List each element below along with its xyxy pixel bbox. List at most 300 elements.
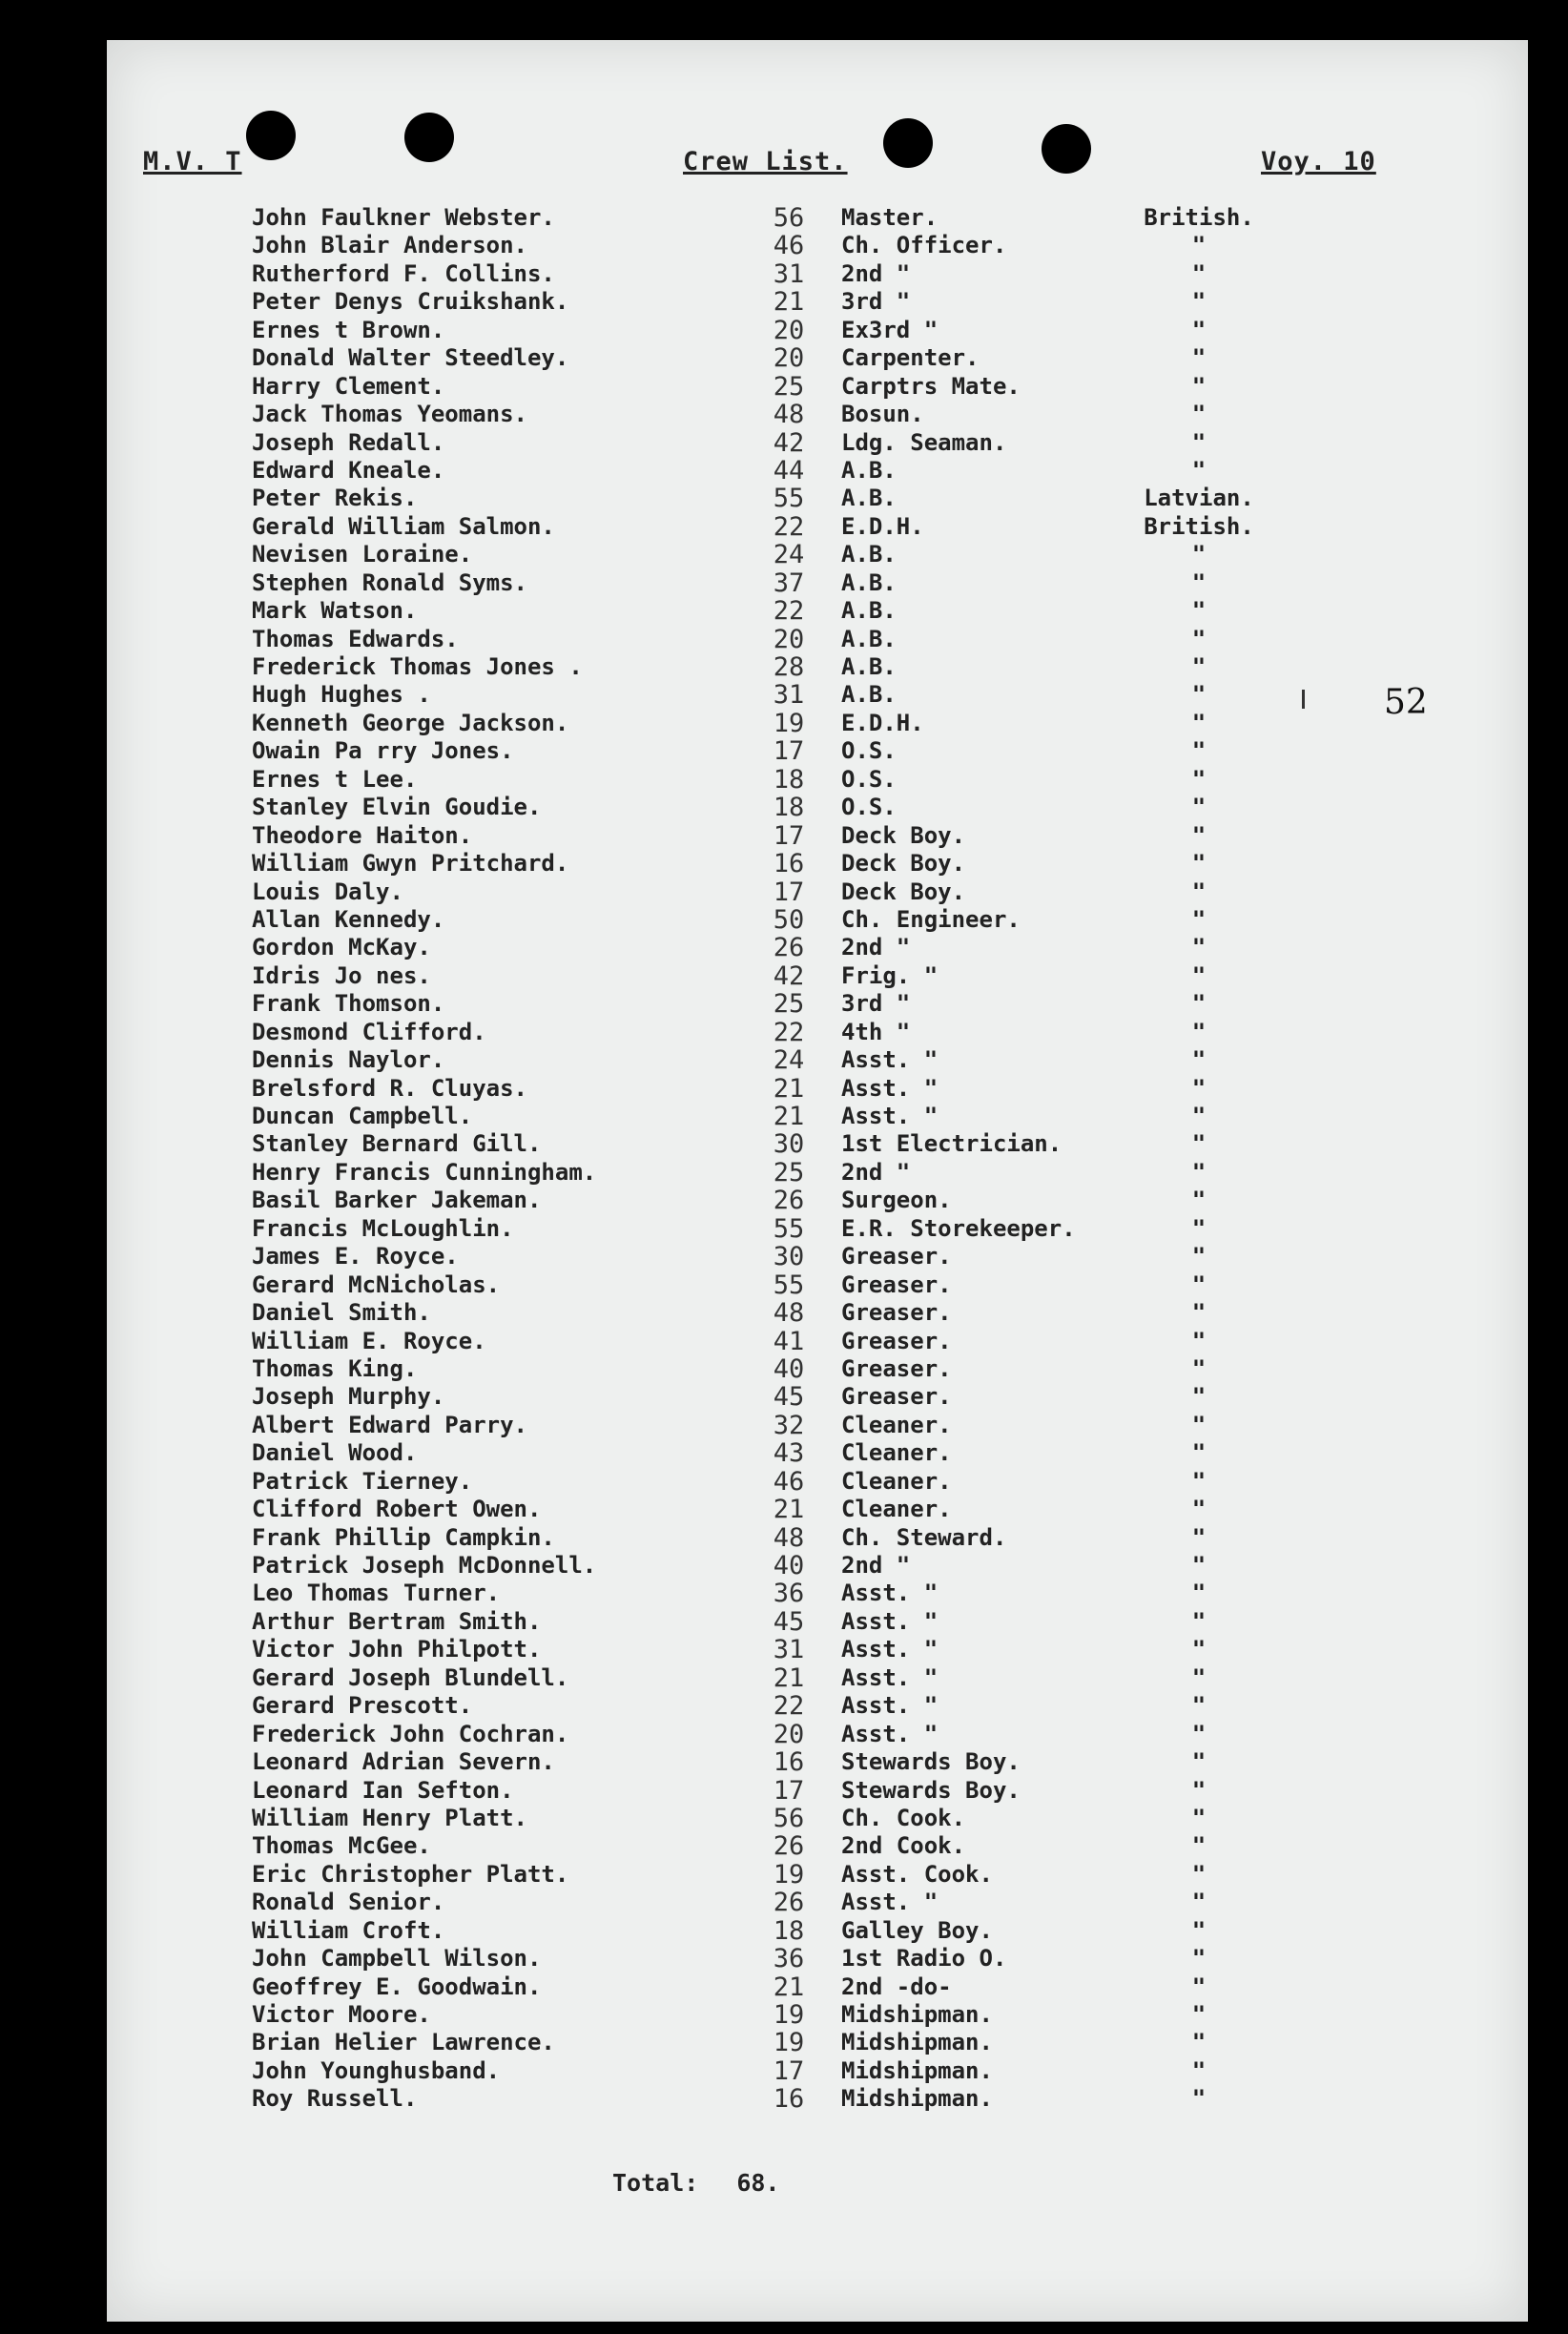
crew-row xyxy=(107,1973,1528,2001)
crew-rank: Cleaner. xyxy=(841,1439,952,1467)
crew-row xyxy=(107,1299,1528,1327)
crew-rank: Asst. " xyxy=(841,1692,939,1720)
crew-rank: Asst. " xyxy=(841,1663,939,1691)
crew-row xyxy=(107,1271,1528,1299)
crew-age: 20 xyxy=(773,343,805,374)
crew-nationality: " xyxy=(1191,737,1207,765)
crew-nationality: " xyxy=(1191,961,1207,989)
crew-row xyxy=(107,204,1528,232)
crew-rank: Deck Boy. xyxy=(841,850,966,878)
crew-row xyxy=(107,962,1528,990)
crew-rank: Ch. Engineer. xyxy=(841,905,1021,933)
crew-age: 22 xyxy=(773,511,805,542)
crew-name: Gerard Prescott. xyxy=(252,1692,473,1720)
crew-nationality: " xyxy=(1191,2085,1207,2113)
crew-rank: Surgeon. xyxy=(841,1187,952,1214)
crew-rank: A.B. xyxy=(841,653,897,680)
crew-nationality: " xyxy=(1191,1243,1207,1270)
page-number: 52 xyxy=(1384,683,1428,722)
crew-nationality: " xyxy=(1191,2029,1207,2056)
crew-name: Frank Thomson. xyxy=(252,990,445,1018)
crew-age: 18 xyxy=(773,764,805,795)
crew-age: 26 xyxy=(773,1186,805,1216)
crew-age: 55 xyxy=(773,1213,805,1244)
crew-rank: A.B. xyxy=(841,568,897,596)
crew-rank: A.B. xyxy=(841,681,897,709)
vessel-heading: M.V. T xyxy=(143,147,242,176)
crew-age: 55 xyxy=(773,484,805,514)
crew-rank: Cleaner. xyxy=(841,1467,952,1495)
crew-age: 17 xyxy=(773,736,805,767)
crew-row xyxy=(107,541,1528,568)
crew-name: Brelsford R. Cluyas. xyxy=(252,1074,527,1102)
crew-age: 45 xyxy=(773,1382,805,1413)
crew-nationality: " xyxy=(1191,1327,1207,1354)
crew-row xyxy=(107,1636,1528,1663)
crew-age: 21 xyxy=(773,1102,805,1131)
total-value: 68. xyxy=(736,2169,780,2197)
crew-nationality: " xyxy=(1191,1018,1207,1045)
crew-nationality: " xyxy=(1191,1496,1207,1523)
crew-list-page xyxy=(107,40,1528,2322)
crew-nationality: " xyxy=(1191,1580,1207,1607)
voyage-heading: Voy. 10 xyxy=(1261,147,1376,176)
crew-name: Jack Thomas Yeomans. xyxy=(252,401,527,428)
crew-rank: Asst. " xyxy=(841,1074,939,1102)
crew-name: Ernes t Lee. xyxy=(252,765,418,793)
crew-name: Clifford Robert Owen. xyxy=(252,1496,542,1523)
crew-name: Owain Pa rry Jones. xyxy=(252,737,514,765)
crew-row xyxy=(107,1832,1528,1860)
crew-age: 25 xyxy=(773,371,805,402)
crew-nationality: " xyxy=(1191,1158,1207,1186)
crew-nationality: " xyxy=(1191,316,1207,343)
crew-row xyxy=(107,485,1528,512)
crew-name: Joseph Redall. xyxy=(252,428,445,456)
crew-age: 42 xyxy=(773,960,805,991)
crew-nationality: " xyxy=(1191,541,1207,568)
crew-row xyxy=(107,1075,1528,1103)
crew-age: 56 xyxy=(773,1803,805,1833)
crew-nationality: " xyxy=(1191,1860,1207,1888)
crew-nationality: " xyxy=(1191,372,1207,400)
crew-nationality: " xyxy=(1191,1692,1207,1720)
crew-rank: Greaser. xyxy=(841,1270,952,1298)
punch-hole-1 xyxy=(246,111,296,160)
crew-row xyxy=(107,1159,1528,1187)
crew-rank: Midshipman. xyxy=(841,2029,993,2056)
crew-rank: Frig. " xyxy=(841,961,939,989)
crew-nationality: " xyxy=(1191,2056,1207,2084)
crew-rank: Cleaner. xyxy=(841,1496,952,1523)
crew-nationality: " xyxy=(1191,878,1207,905)
crew-name: Frederick John Cochran. xyxy=(252,1720,569,1747)
crew-age: 43 xyxy=(773,1438,805,1469)
crew-age: 18 xyxy=(773,793,805,823)
crew-row xyxy=(107,710,1528,737)
crew-rank: Greaser. xyxy=(841,1243,952,1270)
crew-row xyxy=(107,1748,1528,1776)
crew-nationality: " xyxy=(1191,905,1207,933)
crew-rank: Ch. Steward. xyxy=(841,1523,1007,1551)
crew-age: 19 xyxy=(773,708,805,738)
crew-name: Albert Edward Parry. xyxy=(252,1411,527,1438)
crew-row xyxy=(107,1917,1528,1945)
crew-nationality: " xyxy=(1191,1411,1207,1438)
crew-row xyxy=(107,1945,1528,1973)
crew-age: 48 xyxy=(773,1298,805,1329)
crew-row xyxy=(107,766,1528,794)
crew-nationality: " xyxy=(1191,1074,1207,1102)
crew-row xyxy=(107,401,1528,428)
crew-row xyxy=(107,317,1528,344)
crew-nationality: " xyxy=(1191,1804,1207,1831)
crew-row xyxy=(107,1889,1528,1916)
crew-age: 19 xyxy=(773,1859,805,1890)
crew-rank: 3rd " xyxy=(841,990,911,1018)
crew-row xyxy=(107,288,1528,316)
crew-row xyxy=(107,232,1528,259)
crew-nationality: " xyxy=(1191,2001,1207,2028)
crew-age: 21 xyxy=(773,1495,805,1525)
crew-name: Stanley Bernard Gill. xyxy=(252,1130,542,1158)
crew-nationality: " xyxy=(1191,232,1207,259)
crew-rank: 2nd Cook. xyxy=(841,1832,966,1860)
crew-name: John Campbell Wilson. xyxy=(252,1945,542,1973)
crew-row xyxy=(107,1664,1528,1692)
crew-name: Idris Jo nes. xyxy=(252,961,431,989)
crew-name: Allan Kennedy. xyxy=(252,905,445,933)
crew-row xyxy=(107,569,1528,597)
crew-nationality: British. xyxy=(1144,512,1254,540)
crew-name: John Faulkner Webster. xyxy=(252,204,555,231)
crew-rank: 2nd " xyxy=(841,934,911,961)
crew-rank: 2nd -do- xyxy=(841,1973,952,2000)
crew-rank: Cleaner. xyxy=(841,1411,952,1438)
crew-rank: Asst. " xyxy=(841,1720,939,1747)
crew-rank: 2nd " xyxy=(841,1158,911,1186)
crew-nationality: " xyxy=(1191,1552,1207,1579)
crew-age: 22 xyxy=(773,1691,805,1722)
crew-nationality: " xyxy=(1191,597,1207,625)
crew-nationality: Latvian. xyxy=(1144,485,1254,512)
crew-nationality: " xyxy=(1191,1439,1207,1467)
crew-nationality: " xyxy=(1191,1748,1207,1776)
crew-row xyxy=(107,1328,1528,1355)
crew-name: Victor John Philpott. xyxy=(252,1636,542,1663)
crew-age: 30 xyxy=(773,1242,805,1272)
crew-age: 18 xyxy=(773,1915,805,1946)
crew-rank: Asst. " xyxy=(841,1046,939,1074)
crew-age: 31 xyxy=(773,1635,805,1665)
crew-name: Theodore Haiton. xyxy=(252,821,473,849)
crew-age: 26 xyxy=(773,1888,805,1918)
crew-age: 21 xyxy=(773,1073,805,1104)
crew-row xyxy=(107,260,1528,288)
crew-age: 17 xyxy=(773,877,805,907)
crew-row xyxy=(107,1355,1528,1383)
crew-name: Peter Rekis. xyxy=(252,485,418,512)
crew-age: 48 xyxy=(773,1522,805,1553)
crew-rank: Bosun. xyxy=(841,401,924,428)
crew-rank: Carptrs Mate. xyxy=(841,372,1021,400)
crew-name: Leonard Adrian Severn. xyxy=(252,1748,555,1776)
crew-name: John Younghusband. xyxy=(252,2056,501,2084)
crew-age: 24 xyxy=(773,1045,805,1076)
crew-rank: Greaser. xyxy=(841,1299,952,1327)
crew-rank: O.S. xyxy=(841,794,897,821)
crew-row xyxy=(107,1383,1528,1411)
crew-name: Stephen Ronald Syms. xyxy=(252,568,527,596)
crew-row xyxy=(107,906,1528,934)
crew-name: Thomas King. xyxy=(252,1354,418,1382)
crew-age: 17 xyxy=(773,2055,805,2086)
crew-row xyxy=(107,1215,1528,1243)
crew-nationality: " xyxy=(1191,1663,1207,1691)
crew-row xyxy=(107,1103,1528,1130)
crew-age: 25 xyxy=(773,1157,805,1188)
crew-name: Geoffrey E. Goodwain. xyxy=(252,1973,542,2000)
crew-nationality: " xyxy=(1191,401,1207,428)
crew-rank: E.D.H. xyxy=(841,512,924,540)
crew-rank: 4th " xyxy=(841,1018,911,1045)
crew-rank: 2nd " xyxy=(841,259,911,287)
crew-name: Brian Helier Lawrence. xyxy=(252,2029,555,2056)
crew-age: 46 xyxy=(773,231,805,261)
crew-nationality: " xyxy=(1191,794,1207,821)
crew-age: 56 xyxy=(773,203,805,233)
crew-name: Peter Denys Cruikshank. xyxy=(252,288,569,316)
crew-row xyxy=(107,653,1528,681)
crew-row xyxy=(107,597,1528,625)
pencil-tick xyxy=(1302,690,1305,709)
crew-age: 16 xyxy=(773,2084,805,2115)
crew-nationality: " xyxy=(1191,1467,1207,1495)
crew-nationality: " xyxy=(1191,1832,1207,1860)
crew-name: Desmond Clifford. xyxy=(252,1018,486,1045)
crew-rank: Asst. " xyxy=(841,1103,939,1129)
crew-rank: Ex3rd " xyxy=(841,316,939,343)
crew-name: Henry Francis Cunningham. xyxy=(252,1158,597,1186)
crew-nationality: " xyxy=(1191,428,1207,456)
crew-name: William Henry Platt. xyxy=(252,1804,527,1831)
crew-rank: A.B. xyxy=(841,625,897,652)
crew-row xyxy=(107,1552,1528,1580)
crew-row xyxy=(107,990,1528,1018)
crew-nationality: " xyxy=(1191,344,1207,372)
crew-name: Frank Phillip Campkin. xyxy=(252,1523,555,1551)
crew-age: 40 xyxy=(773,1353,805,1384)
crew-nationality: " xyxy=(1191,709,1207,736)
crew-row xyxy=(107,429,1528,457)
crew-row xyxy=(107,1019,1528,1046)
crew-age: 36 xyxy=(773,1944,805,1974)
crew-rank: Deck Boy. xyxy=(841,821,966,849)
crew-rank: Midshipman. xyxy=(841,2001,993,2028)
crew-name: Joseph Murphy. xyxy=(252,1383,445,1411)
crew-row xyxy=(107,1861,1528,1889)
crew-age: 24 xyxy=(773,540,805,570)
crew-nationality: " xyxy=(1191,1270,1207,1298)
crew-age: 44 xyxy=(773,455,805,485)
crew-name: Patrick Tierney. xyxy=(252,1467,473,1495)
crew-name: Ernes t Brown. xyxy=(252,316,445,343)
crew-rank: Ch. Cook. xyxy=(841,1804,966,1831)
crew-name: Thomas McGee. xyxy=(252,1832,431,1860)
crew-row xyxy=(107,2029,1528,2056)
crew-name: William E. Royce. xyxy=(252,1327,486,1354)
crew-name: James E. Royce. xyxy=(252,1243,459,1270)
crew-name: Basil Barker Jakeman. xyxy=(252,1187,542,1214)
crew-rank: 3rd " xyxy=(841,288,911,316)
crew-row xyxy=(107,822,1528,850)
crew-rank: Greaser. xyxy=(841,1354,952,1382)
crew-age: 21 xyxy=(773,1972,805,2002)
crew-nationality: " xyxy=(1191,1523,1207,1551)
crew-name: William Gwyn Pritchard. xyxy=(252,850,569,878)
crew-row xyxy=(107,513,1528,541)
punch-hole-2 xyxy=(404,113,454,162)
crew-age: 17 xyxy=(773,1775,805,1806)
crew-rank: 1st Electrician. xyxy=(841,1130,1063,1158)
crew-age: 25 xyxy=(773,989,805,1020)
crew-rank: A.B. xyxy=(841,456,897,484)
crew-age: 36 xyxy=(773,1579,805,1609)
crew-name: Victor Moore. xyxy=(252,2001,431,2028)
crew-table xyxy=(107,204,1528,2114)
crew-age: 16 xyxy=(773,1747,805,1778)
crew-rank: Master. xyxy=(841,204,939,231)
crew-nationality: " xyxy=(1191,1973,1207,2000)
crew-nationality: British. xyxy=(1144,204,1254,231)
crew-age: 41 xyxy=(773,1326,805,1356)
crew-name: Gerard McNicholas. xyxy=(252,1270,501,1298)
crew-age: 40 xyxy=(773,1551,805,1580)
crew-row xyxy=(107,878,1528,906)
crew-age: 48 xyxy=(773,400,805,430)
crew-name: Harry Clement. xyxy=(252,372,445,400)
crew-age: 22 xyxy=(773,1017,805,1047)
crew-name: Arthur Bertram Smith. xyxy=(252,1607,542,1635)
crew-age: 31 xyxy=(773,680,805,711)
crew-nationality: " xyxy=(1191,990,1207,1018)
crew-rank: Deck Boy. xyxy=(841,878,966,905)
crew-nationality: " xyxy=(1191,1636,1207,1663)
crew-name: Daniel Wood. xyxy=(252,1439,418,1467)
crew-row xyxy=(107,2085,1528,2113)
crew-name: Hugh Hughes . xyxy=(252,681,431,709)
crew-rank: Ldg. Seaman. xyxy=(841,428,1007,456)
crew-nationality: " xyxy=(1191,1130,1207,1158)
crew-nationality: " xyxy=(1191,1945,1207,1973)
crew-row xyxy=(107,344,1528,372)
crew-row xyxy=(107,1580,1528,1607)
crew-name: Edward Kneale. xyxy=(252,456,445,484)
crew-nationality: " xyxy=(1191,653,1207,680)
crew-nationality: " xyxy=(1191,821,1207,849)
crew-name: Duncan Campbell. xyxy=(252,1103,473,1129)
crew-age: 20 xyxy=(773,315,805,345)
crew-nationality: " xyxy=(1191,934,1207,961)
crew-row xyxy=(107,626,1528,653)
crew-row xyxy=(107,1187,1528,1214)
crew-age: 37 xyxy=(773,568,805,598)
crew-row xyxy=(107,2057,1528,2085)
crew-age: 50 xyxy=(773,904,805,935)
crew-nationality: " xyxy=(1191,625,1207,652)
crew-age: 55 xyxy=(773,1270,805,1300)
crew-name: Gerard Joseph Blundell. xyxy=(252,1663,569,1691)
crew-name: Eric Christopher Platt. xyxy=(252,1860,569,1888)
crew-age: 26 xyxy=(773,1831,805,1862)
crew-name: Ronald Senior. xyxy=(252,1889,445,1916)
crew-rank: 2nd " xyxy=(841,1552,911,1579)
crew-nationality: " xyxy=(1191,681,1207,709)
crew-row xyxy=(107,1524,1528,1552)
crew-nationality: " xyxy=(1191,568,1207,596)
crew-rank: Carpenter. xyxy=(841,344,980,372)
crew-row xyxy=(107,1805,1528,1832)
crew-name: Kenneth George Jackson. xyxy=(252,709,569,736)
punch-hole-4 xyxy=(1042,124,1091,174)
crew-age: 19 xyxy=(773,2000,805,2030)
crew-name: Daniel Smith. xyxy=(252,1299,431,1327)
crew-nationality: " xyxy=(1191,1776,1207,1804)
crew-row xyxy=(107,1412,1528,1439)
crew-nationality: " xyxy=(1191,1187,1207,1214)
crew-rank: E.R. Storekeeper. xyxy=(841,1214,1076,1242)
crew-age: 17 xyxy=(773,820,805,851)
crew-row xyxy=(107,1439,1528,1467)
crew-row xyxy=(107,850,1528,878)
crew-row xyxy=(107,1468,1528,1496)
crew-rank: O.S. xyxy=(841,737,897,765)
total-label: Total: xyxy=(612,2169,699,2197)
crew-name: Nevisen Loraine. xyxy=(252,541,473,568)
crew-rank: Galley Boy. xyxy=(841,1916,993,1944)
crew-rank: A.B. xyxy=(841,597,897,625)
crew-rank: Asst. " xyxy=(841,1889,939,1916)
crew-name: Patrick Joseph McDonnell. xyxy=(252,1552,597,1579)
crew-name: Mark Watson. xyxy=(252,597,418,625)
crew-age: 46 xyxy=(773,1466,805,1497)
crew-age: 31 xyxy=(773,258,805,289)
crew-name: Gerald William Salmon. xyxy=(252,512,555,540)
crew-row xyxy=(107,457,1528,485)
crew-nationality: " xyxy=(1191,1299,1207,1327)
crew-rank: Ch. Officer. xyxy=(841,232,1007,259)
crew-name: Thomas Edwards. xyxy=(252,625,459,652)
crew-age: 45 xyxy=(773,1606,805,1637)
crew-nationality: " xyxy=(1191,1720,1207,1747)
crew-name: John Blair Anderson. xyxy=(252,232,527,259)
crew-rank: Asst. " xyxy=(841,1636,939,1663)
crew-rank: Stewards Boy. xyxy=(841,1776,1021,1804)
crew-nationality: " xyxy=(1191,259,1207,287)
crew-age: 42 xyxy=(773,427,805,458)
total-line xyxy=(612,2169,779,2197)
crew-nationality: " xyxy=(1191,1889,1207,1916)
crew-nationality: " xyxy=(1191,1916,1207,1944)
crew-nationality: " xyxy=(1191,1046,1207,1074)
crew-rank: Asst. Cook. xyxy=(841,1860,993,1888)
crew-age: 22 xyxy=(773,596,805,627)
crew-age: 21 xyxy=(773,287,805,318)
crew-name: Gordon McKay. xyxy=(252,934,431,961)
crew-age: 32 xyxy=(773,1410,805,1440)
crew-row xyxy=(107,737,1528,765)
crew-age: 28 xyxy=(773,652,805,682)
